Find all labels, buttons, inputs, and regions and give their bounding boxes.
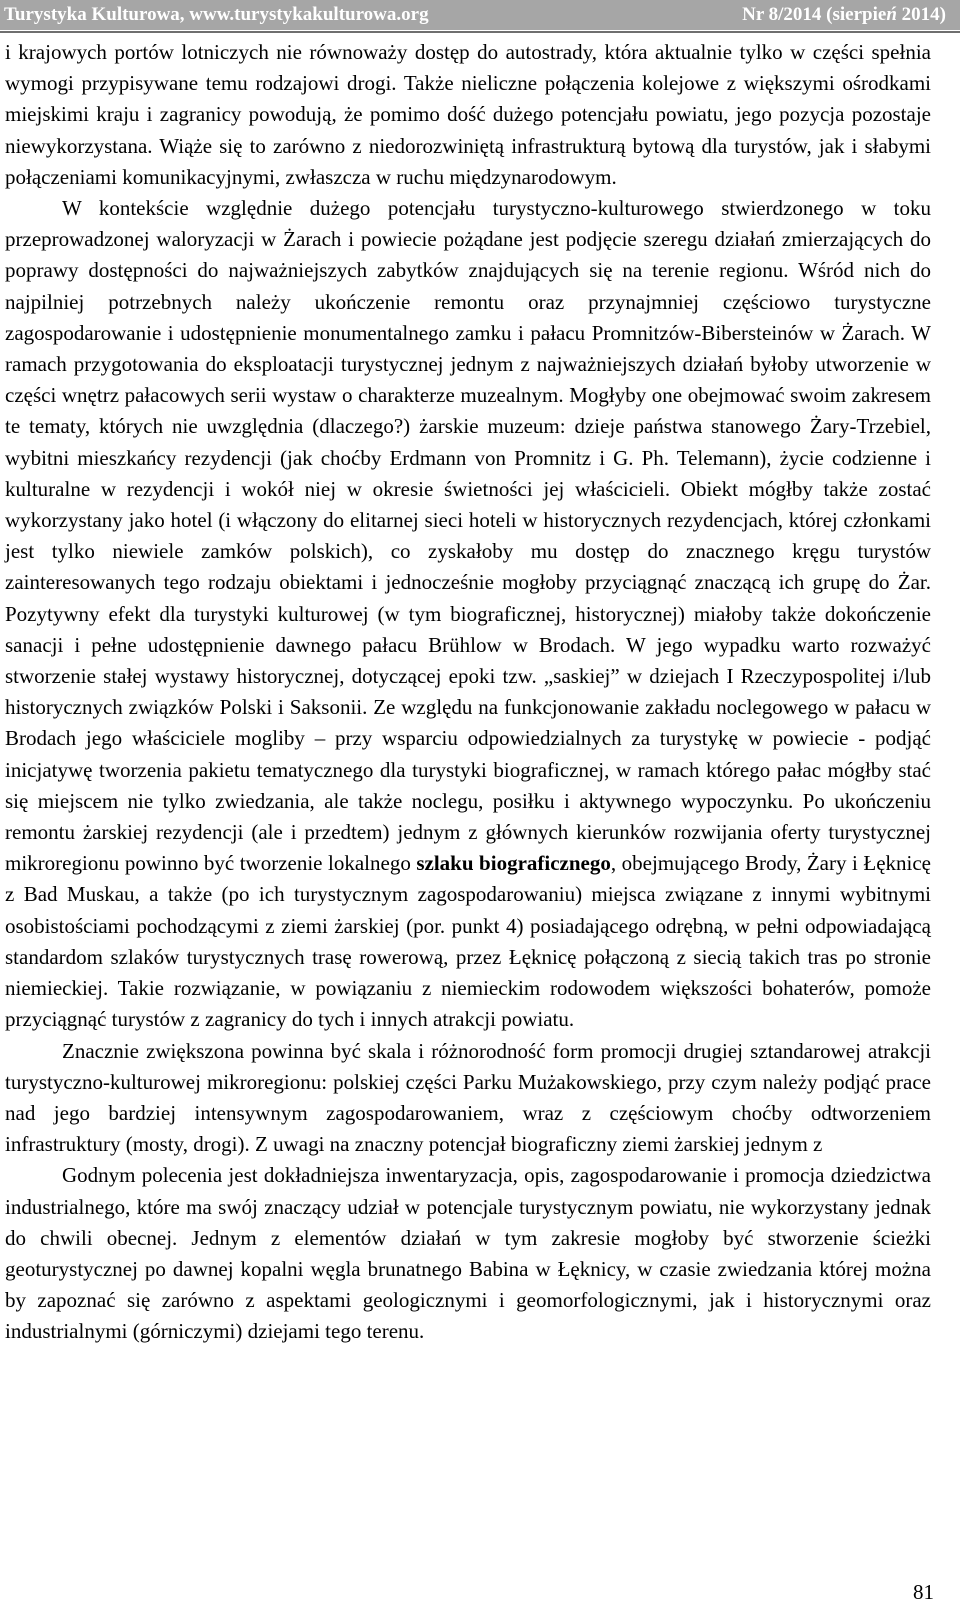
- paragraph-2-bold-term: szlaku biograficznego: [416, 851, 611, 876]
- issue-italic-letter: ń: [886, 4, 897, 25]
- paragraph-2: [5, 193, 931, 1035]
- issue-suffix: 2014): [896, 4, 946, 25]
- issue-prefix: Nr 8/2014 (sierpie: [742, 4, 887, 25]
- paragraph-2-text-b: , obejmującego Brody, Żary i Łęknicę z Bad Muskau, a także (po ich turystycznym zagospodarowaniu) miejsca związane z innymi wybitnymi osobistościami pochodzącymi z ziemi żarskiej (por. punkt 4) posiadającego odrębną, w pełni odpowiadającą standardom szlaków turystycznych trasę rowerową, przez Łęknicę połączoną z siecią takich tras po stronie niemieckiej. Takie rozwiązanie, w powiązaniu z niemieckim rodowodem większości bohaterów, pomoże przyciągnąć turystów z zagranicy do tych i innych atrakcji powiatu.: [5, 851, 931, 1032]
- header-divider: [0, 31, 960, 33]
- running-header: [0, 0, 960, 30]
- journal-title: Turystyka Kulturowa, www.turystykakulturowa.org: [4, 4, 429, 25]
- paragraph-4: Godnym polecenia jest dokładniejsza inwentaryzacja, opis, zagospodarowanie i promocja dziedzictwa industrialnego, które ma swój znaczący udział w potencjale turystycznym powiatu, nie wykorzystany jednak do chwili obecnej. Jednym z elementów działań w tym zakresie mogłoby być stworzenie ścieżki geoturystycznej po dawnej kopalni węgla brunatnego Babina w Łęknicy, w czasie zwiedzania której można by zapoznać się zarówno z aspektami geologicznymi i geomorfologicznymi, jak i historycznymi oraz industrialnymi (górniczymi) dziejami tego terenu.: [5, 1163, 931, 1344]
- article-body: [5, 37, 931, 1348]
- issue-number: [742, 0, 946, 30]
- paragraph-3: Znacznie zwiększona powinna być skala i różnorodność form promocji drugiej sztandarowej atrakcji turystyczno-kulturowej mikroregionu: polskiej części Parku Mużakowskiego, przy czym należy podjąć prace nad jego bardziej intensywnym zagospodarowaniem, wraz z częściowym choćby odtworzeniem infrastruktury (mosty, drogi). Z uwagi na znaczny potencjał biograficzny ziemi żarskiej jednym z: [5, 1038, 931, 1157]
- paragraph-1: i krajowych portów lotniczych nie równoważy dostęp do autostrady, która aktualnie tylko w części spełnia wymogi przypisywane temu rodzajowi drogi. Także nieliczne połączenia kolejowe z większymi ośrodkami miejskimi kraju i zagranicy powodują, że pomimo dość dużego potencjału powiatu, jego pozycja pozostaje niewykorzystana. Wiąże się to zarówno z niedorozwiniętą infrastrukturą bytową dla turystów, jak i słabymi połączeniami komunikacyjnymi, zwłaszcza w ruchu międzynarodowym.: [5, 40, 931, 189]
- page-number: 81: [913, 1580, 934, 1604]
- paragraph-2-text-a: W kontekście względnie dużego potencjału turystyczno-kulturowego stwierdzonego w toku przeprowadzonej waloryzacji w Żarach i powiecie pożądane jest podjęcie szeregu działań zmierzających do poprawy dostępności do najważniejszych zabytków znajdujących się na terenie regionu. Wśród nich do najpilniej potrzebnych należy ukończenie remontu oraz przynajmniej częściowo turystyczne zagospodarowanie i udostępnienie monumentalnego zamku i pałacu Promnitzów-Bibersteinów w Żarach. W ramach przygotowania do eksploatacji turystycznej jednym z najważniejszych działań byłoby utworzenie w części wnętrz pałacowych serii wystaw o charakterze muzealnym. Mogłyby one obejmować swoim zakresem te tematy, których nie uwzględnia (dlaczego?) żarskie muzeum: dzieje państwa stanowego Żary-Trzebiel, wybitni mieszkańcy rezydencji (jak choćby Erdmann von Promnitz i G. Ph. Telemann), życie codzienne i kulturalne w rezydencji i wokół niej w okresie świetności jej właścicieli. Obiekt mógłby także zostać wykorzystany jako hotel (i włączony do elitarnej sieci hoteli w historycznych rezydencjach, której członkami jest tylko niewiele zamków polskich), co zyskałoby mu dostęp do znacznego kręgu turystów zainteresowanych tego rodzaju obiektami i jednocześnie mogłoby przyciągnąć znaczącą ich grupę do Żar. Pozytywny efekt dla turystyki kulturowej (w tym biograficznej, historycznej) miałoby także dokończenie sanacji i pełne udostępnienie dawnego pałacu Brühlow w Brodach. W jego wypadku warto rozważyć stworzenie stałej wystawy historycznej, dotyczącej epoki tzw. „saskiej” w dziejach I Rzeczypospolitej i/lub historycznych związków Polski i Saksonii. Ze względu na funkcjonowanie zakładu noclegowego w pałacu w Brodach jego właściciele mogliby – przy wsparciu odpowiedzialnych za turystykę w powiecie - podjąć inicjatywę tworzenia pakietu tematycznego dla turystyki biograficznej, w ramach którego pałac mógłby stać się miejscem nie tylko zwiedzania, ale także noclegu, posiłku i aktywnego wypoczynku. Po ukończeniu remontu żarskiej rezydencji (ale i przedtem) jednym z głównych kierunków rozwijania oferty turystycznej mikroregionu powinno być tworzenie lokalnego: [5, 196, 931, 876]
